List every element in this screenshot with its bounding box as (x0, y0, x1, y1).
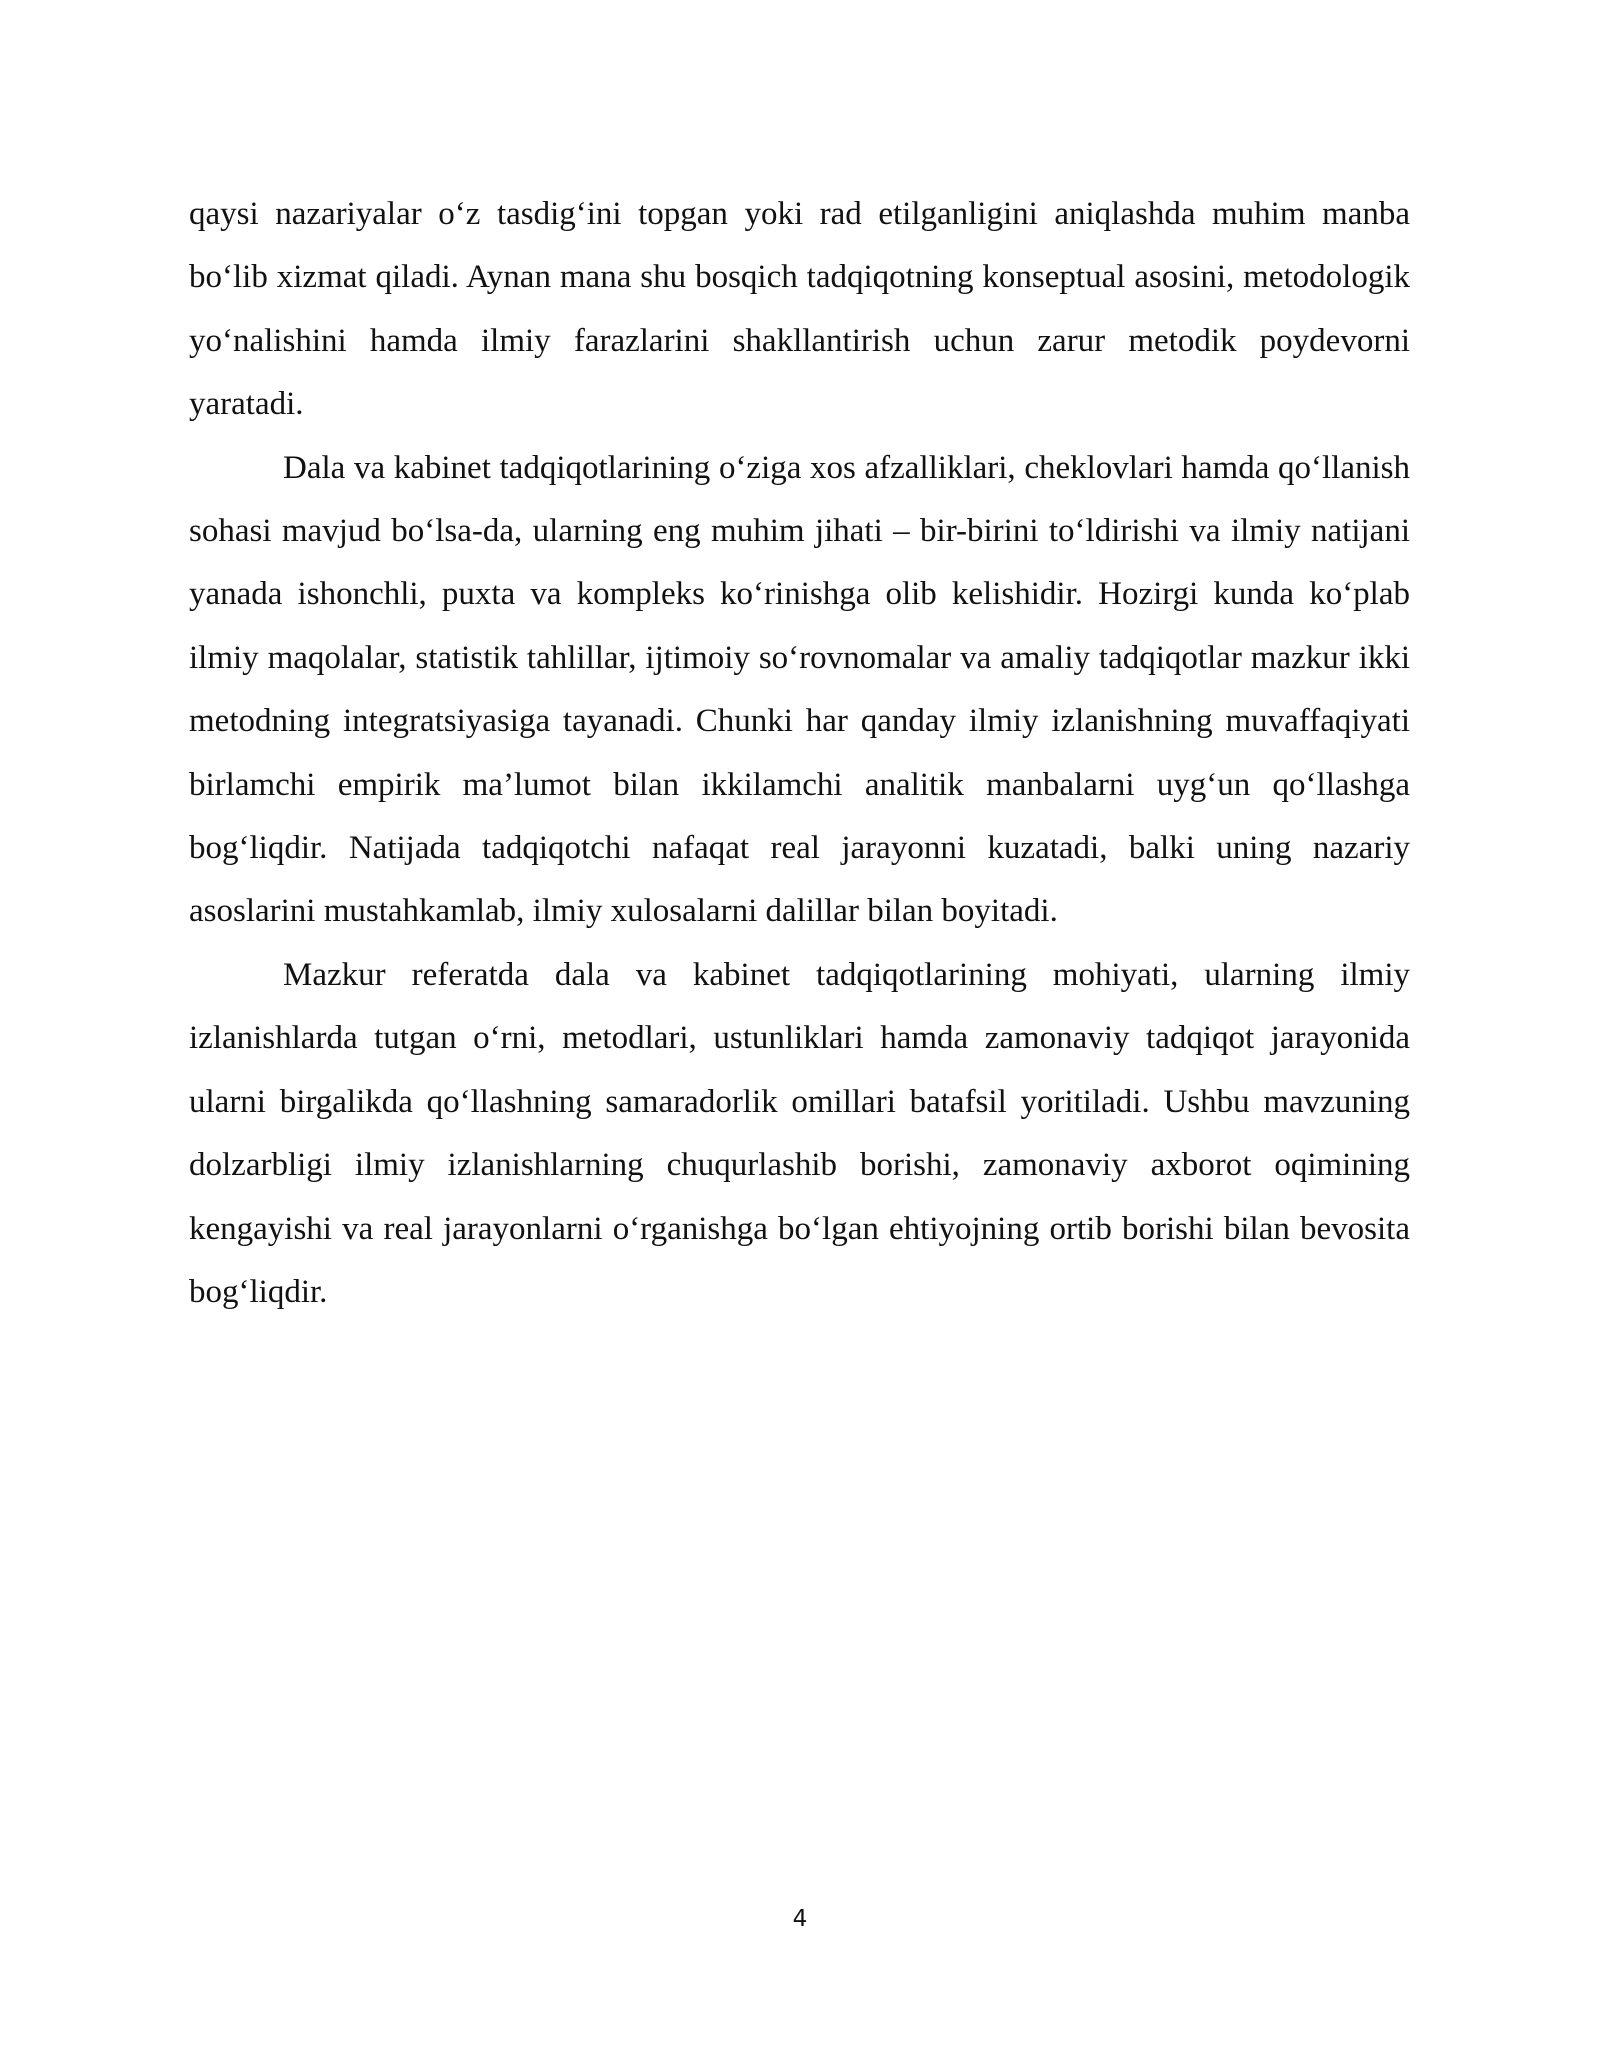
paragraph: Mazkur referatda dala va kabinet tadqiqotlarining mohiyati, ularning ilmiy izlanishlarda tutgan o‘rni, metodlari, ustunliklari hamda zamonaviy tadqiqot jarayonida ularni birgalikda qo‘llashning samaradorlik omillari batafsil yoritiladi. Ushbu mavzuning dolzarbligi ilmiy izlanishlarning chuqurlashib borishi, zamonaviy axborot oqimining kengayishi va real jarayonlarni o‘rganishga bo‘lgan ehtiyojning ortib borishi bilan bevosita bog‘liqdir. (189, 956, 1410, 1310)
paragraph: Dala va kabinet tadqiqotlarining o‘ziga xos afzalliklari, cheklovlari hamda qo‘llanish sohasi mavjud bo‘lsa-da, ularning eng muhim jihati – bir-birini to‘ldirishi va ilmiy natijani yanada ishonchli, puxta va kompleks ko‘rinishga olib kelishidir. Hozirgi kunda ko‘plab ilmiy maqolalar, statistik tahlillar, ijtimoiy so‘rovnomalar va amaliy tadqiqotlar mazkur ikki metodning integratsiyasiga tayanadi. Chunki har qanday ilmiy izlanishning muvaffaqiyati birlamchi empirik ma’lumot bilan ikkilamchi analitik manbalarni uyg‘un qo‘llashga bog‘liqdir. Natijada tadqiqotchi nafaqat real jarayonni kuzatadi, balki uning nazariy asoslarini mustahkamlab, ilmiy xulosalarni dalillar bilan boyitadi. (189, 449, 1410, 930)
page-number: 4 (792, 1906, 808, 1932)
paragraph-continuation: qaysi nazariyalar o‘z tasdig‘ini topgan yoki rad etilganligini aniqlashda muhim manba bo‘lib xizmat qiladi. Aynan mana shu bosqich tadqiqotning konseptual asosini, metodologik yo‘nalishini hamda ilmiy farazlarini shakllantirish uchun zarur metodik poydevorni yaratadi. (189, 196, 1410, 423)
body-text (189, 183, 1410, 1324)
